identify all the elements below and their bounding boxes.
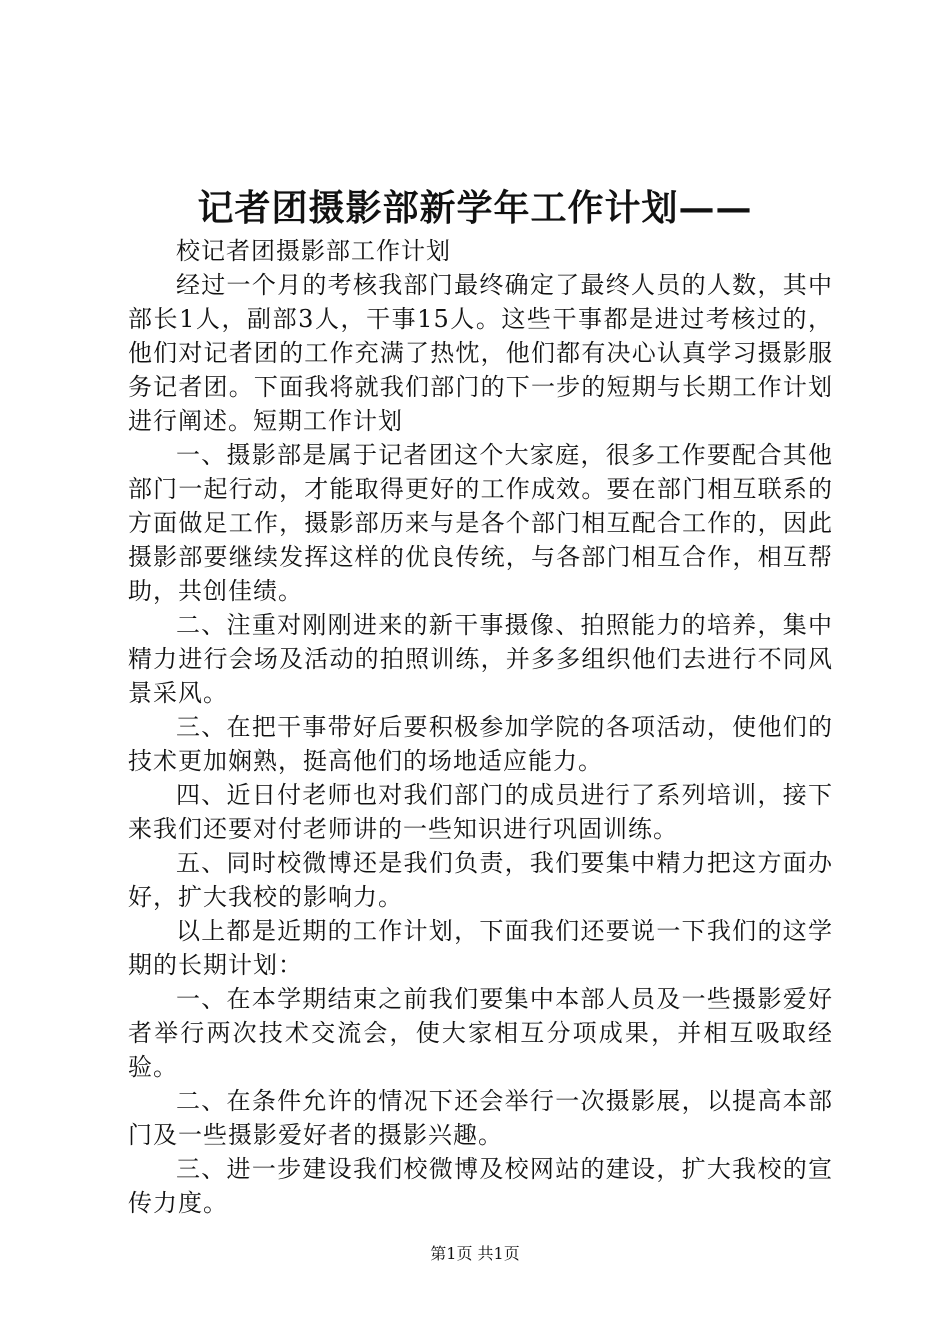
paragraph-short-term-2: 二、注重对刚刚进来的新干事摄像、拍照能力的培养，集中精力进行会场及活动的拍照训练，并多多组织他们去进行不同风景采风。 xyxy=(128,611,833,707)
paragraph-subtitle: 校记者团摄影部工作计划 xyxy=(176,237,451,265)
paragraph-short-term-1: 一、摄影部是属于记者团这个大家庭，很多工作要配合其他部门一起行动，才能取得更好的工作成效。要在部门相互联系的方面做足工作，摄影部历来与是各个部门相互配合工作的，因此摄影部要继续发挥这样的优良传统，与各部门相互合作，相互帮助，共创佳绩。 xyxy=(128,441,833,605)
paragraph-long-term-2: 二、在条件允许的情况下还会举行一次摄影展，以提高本部门及一些摄影爱好者的摄影兴趣。 xyxy=(128,1087,833,1149)
paragraph-short-term-5: 五、同时校微博还是我们负责，我们要集中精力把这方面办好，扩大我校的影响力。 xyxy=(128,849,833,911)
paragraph-long-term-1: 一、在本学期结束之前我们要集中本部人员及一些摄影爱好者举行两次技术交流会，使大家相互分项成果，并相互吸取经验。 xyxy=(128,985,833,1081)
paragraph-intro: 经过一个月的考核我部门最终确定了最终人员的人数，其中部长1人，副部3人，干事15人。这些干事都是进过考核过的，他们对记者团的工作充满了热忱，他们都有决心认真学习摄影服务记者团。下面我将就我们部门的下一步的短期与长期工作计划进行阐述。短期工作计划 xyxy=(128,271,833,435)
document-title: 记者团摄影部新学年工作计划—— xyxy=(197,187,753,229)
page-number-footer: 第1页 共1页 xyxy=(430,1244,520,1263)
paragraph-long-term-3: 三、进一步建设我们校微博及校网站的建设，扩大我校的宣传力度。 xyxy=(128,1155,833,1217)
paragraph-transition: 以上都是近期的工作计划，下面我们还要说一下我们的这学期的长期计划： xyxy=(128,917,833,979)
paragraph-short-term-4: 四、近日付老师也对我们部门的成员进行了系列培训，接下来我们还要对付老师讲的一些知识进行巩固训练。 xyxy=(128,781,833,843)
document-body xyxy=(128,234,833,1220)
paragraph-short-term-3: 三、在把干事带好后要积极参加学院的各项活动，使他们的技术更加娴熟，挺高他们的场地适应能力。 xyxy=(128,713,833,775)
